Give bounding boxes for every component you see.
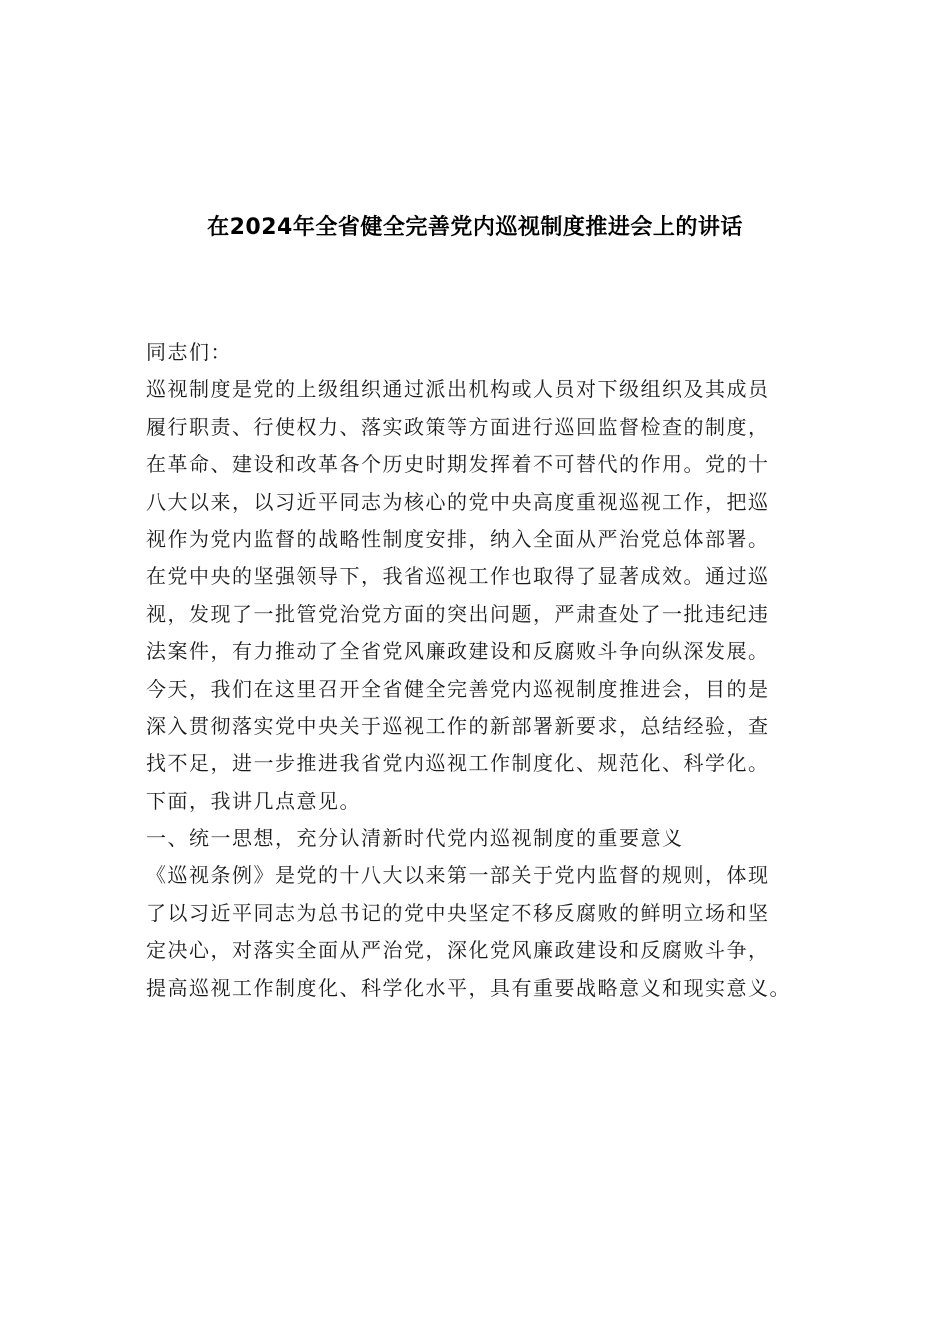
paragraph-line: 视作为党内监督的战略性制度安排，纳入全面从严治党总体部署。 xyxy=(146,526,770,551)
paragraph-line: 了以习近平同志为总书记的党中央坚定不移反腐败的鲜明立场和坚 xyxy=(146,900,770,925)
document-title: 在2024年全省健全完善党内巡视制度推进会上的讲话 xyxy=(207,215,743,240)
paragraph-line: 今天，我们在这里召开全省健全完善党内巡视制度推进会，目的是 xyxy=(146,676,770,701)
paragraph-line: 在党中央的坚强领导下，我省巡视工作也取得了显著成效。通过巡 xyxy=(146,564,770,589)
document-body xyxy=(146,334,808,1007)
paragraph-line: 法案件，有力推动了全省党风廉政建设和反腐败斗争向纵深发展。 xyxy=(146,639,770,664)
paragraph-line: 下面，我讲几点意见。 xyxy=(146,788,361,813)
paragraph-line: 巡视制度是党的上级组织通过派出机构或人员对下级组织及其成员 xyxy=(146,377,770,402)
paragraph-line: 《巡视条例》是党的十八大以来第一部关于党内监督的规则，体现 xyxy=(146,863,770,888)
paragraph-line: 履行职责、行使权力、落实政策等方面进行巡回监督检查的制度， xyxy=(146,414,770,439)
salutation-line: 同志们： xyxy=(146,340,232,364)
paragraph-line: 视，发现了一批管党治党方面的突出问题，严肃查处了一批违纪违 xyxy=(146,601,770,626)
paragraph-line: 提高巡视工作制度化、科学化水平，具有重要战略意义和现实意义。 xyxy=(146,975,791,1000)
paragraph-line: 深入贯彻落实党中央关于巡视工作的新部署新要求，总结经验，查 xyxy=(146,713,770,738)
paragraph-line: 找不足，进一步推进我省党内巡视工作制度化、规范化、科学化。 xyxy=(146,751,770,776)
paragraph-line: 八大以来，以习近平同志为核心的党中央高度重视巡视工作，把巡 xyxy=(146,489,770,514)
section-heading: 一、统一思想，充分认清新时代党内巡视制度的重要意义 xyxy=(146,826,684,851)
paragraph-line: 在革命、建设和改革各个历史时期发挥着不可替代的作用。党的十 xyxy=(146,452,770,477)
paragraph-line: 定决心，对落实全面从严治党，深化党风廉政建设和反腐败斗争， xyxy=(146,938,770,963)
